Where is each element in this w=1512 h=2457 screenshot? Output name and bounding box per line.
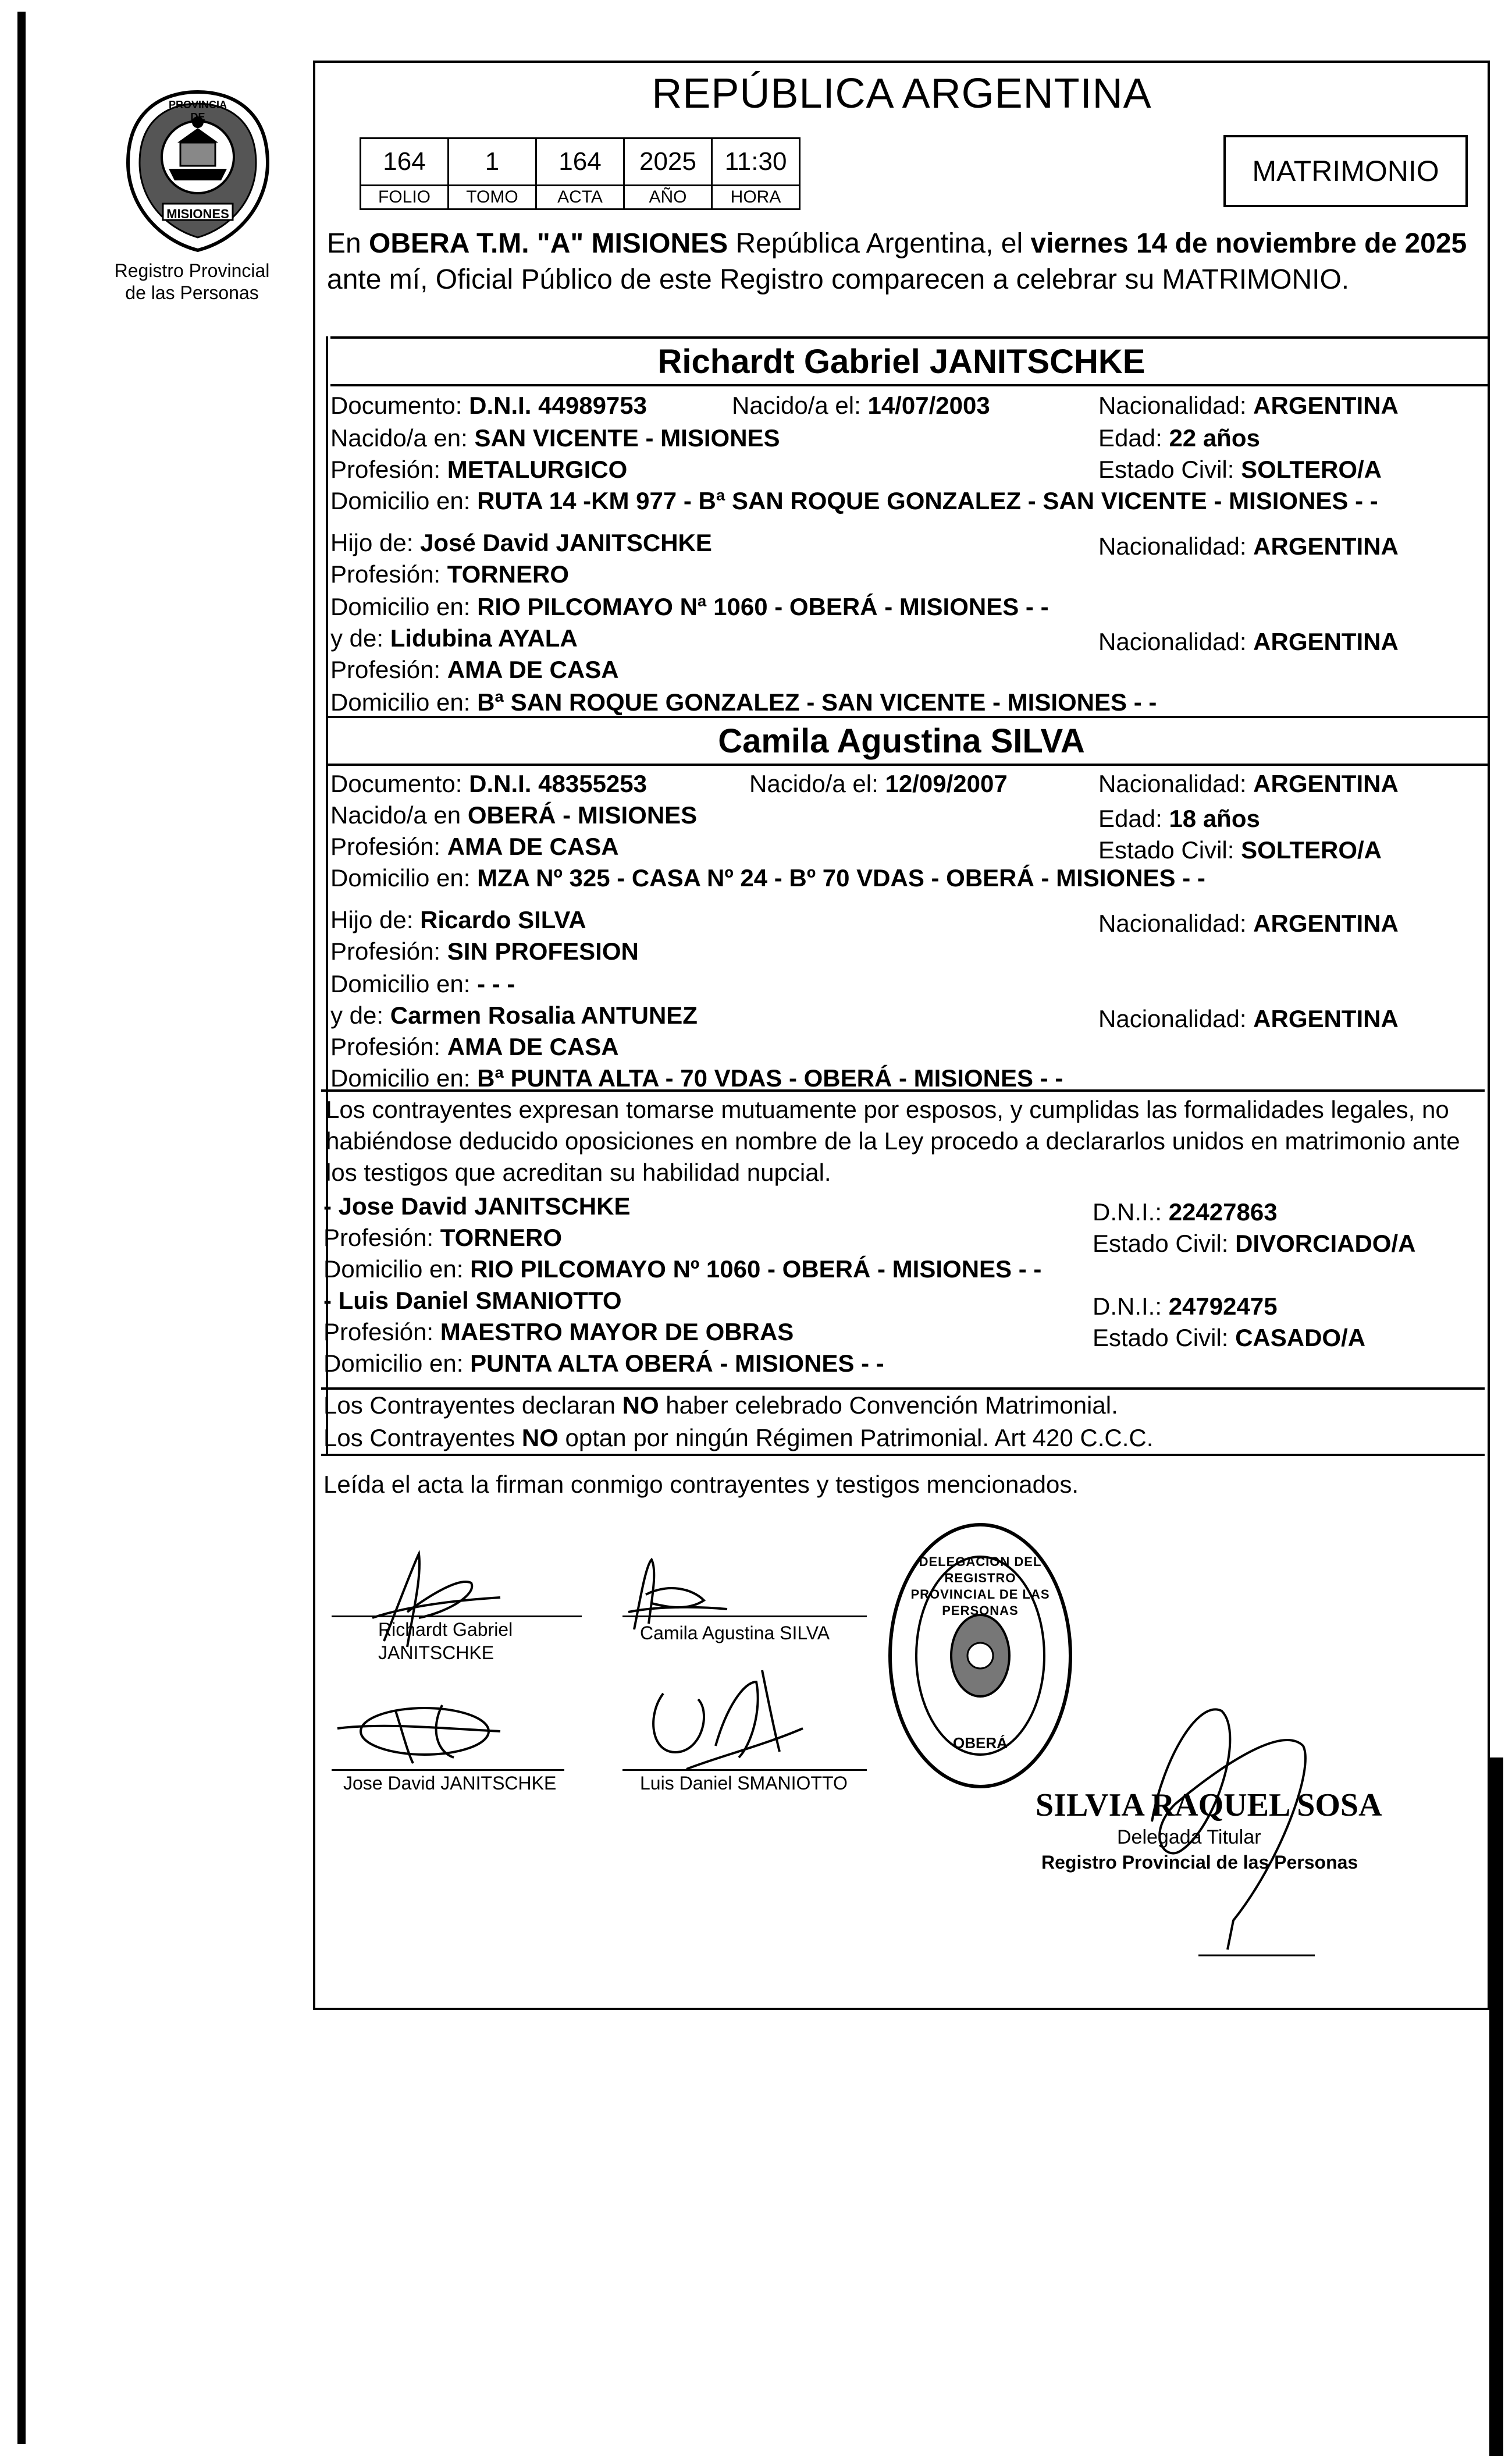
groom-signature-label: Richardt Gabriel JANITSCHKE xyxy=(378,1619,513,1663)
left-margin-bar xyxy=(17,12,26,2444)
bride-signature-label: Camila Agustina SILVA xyxy=(640,1622,830,1643)
divider-witness-end xyxy=(321,1387,1485,1390)
logo-caption-line2: de las Personas xyxy=(125,282,259,303)
witness1-signature-label: Jose David JANITSCHKE xyxy=(343,1773,557,1794)
witness1-name: - Jose David JANITSCHKE xyxy=(323,1192,631,1220)
regime-line2: Los Contrayentes NO optan por ningún Régimen Patrimonial. Art 420 C.C.C. xyxy=(323,1424,1154,1451)
witness1-signature-scribble xyxy=(326,1688,524,1775)
bride-civil: Estado Civil: SOLTERO/A xyxy=(1098,836,1382,864)
witness2-prof: Profesión: MAESTRO MAYOR DE OBRAS xyxy=(323,1318,794,1345)
official-name: SILVIA RAQUEL SOSA xyxy=(1036,1787,1382,1823)
intro-line2: ante mí, Oficial Público de este Registro comparecen a celebrar su MATRIMONIO. xyxy=(327,264,1350,295)
intro-date: viernes 14 de noviembre de 2025 xyxy=(1030,228,1467,259)
anio-label: AÑO xyxy=(624,186,712,210)
witness2-signature-line xyxy=(622,1769,867,1771)
bride-father-nat: Nacionalidad: ARGENTINA xyxy=(1098,910,1399,937)
groom-mother: y de: Lidubina AYALA xyxy=(330,624,578,652)
folio-label: FOLIO xyxy=(361,186,449,210)
hora-value: 11:30 xyxy=(712,139,800,186)
bride-age: Edad: 18 años xyxy=(1098,805,1260,832)
bride-mother: y de: Carmen Rosalia ANTUNEZ xyxy=(330,1002,698,1029)
bride-prof: Profesión: AMA DE CASA xyxy=(330,833,619,860)
groom-addr: Domicilio en: RUTA 14 -KM 977 - Bª SAN ROQUE GONZALEZ - SAN VICENTE - MISIONES - - xyxy=(330,487,1378,514)
act-type-box: MATRIMONIO xyxy=(1223,135,1468,207)
stamp-ring-text: DELEGACION DEL REGISTRO PROVINCIAL DE LAS PERSONAS xyxy=(910,1554,1050,1618)
bride-nat: Nacionalidad: ARGENTINA xyxy=(1098,770,1399,797)
witness2-name: - Luis Daniel SMANIOTTO xyxy=(323,1287,622,1314)
bride-addr: Domicilio en: MZA Nº 325 - CASA Nº 24 - Bº 70 VDAS - OBERÁ - MISIONES - - xyxy=(330,864,1205,892)
bride-mother-nat: Nacionalidad: ARGENTINA xyxy=(1098,1005,1399,1032)
groom-father-nat: Nacionalidad: ARGENTINA xyxy=(1098,532,1399,560)
groom-mother-addr: Domicilio en: Bª SAN ROQUE GONZALEZ - SAN VICENTE - MISIONES - - xyxy=(330,688,1157,716)
witness2-signature-label: Luis Daniel SMANIOTTO xyxy=(640,1773,848,1794)
bride-father-prof: Profesión: SIN PROFESION xyxy=(330,938,639,965)
witness2-signature-scribble xyxy=(628,1659,814,1775)
intro-paragraph xyxy=(327,226,1467,298)
tomo-label: TOMO xyxy=(449,186,536,210)
intro-office: OBERA T.M. "A" MISIONES xyxy=(369,228,728,259)
registry-table xyxy=(360,137,801,210)
hora-label: HORA xyxy=(712,186,800,210)
bride-father: Hijo de: Ricardo SILVA xyxy=(330,906,586,933)
groom-age: Edad: 22 años xyxy=(1098,424,1260,452)
bride-mother-prof: Profesión: AMA DE CASA xyxy=(330,1033,619,1060)
anio-value: 2025 xyxy=(624,139,712,186)
closing-statement: Leída el acta la firman conmigo contrayentes y testigos mencionados. xyxy=(323,1471,1079,1498)
declaration-line1: Los contrayentes expresan tomarse mutuamente por esposos, y cumplidas las formalidades legales, no xyxy=(326,1096,1449,1123)
declaration-line3: los testigos que acreditan su habilidad nupcial. xyxy=(326,1159,831,1186)
logo-caption-line1: Registro Provincial xyxy=(114,260,270,281)
groom-prof: Profesión: METALURGICO xyxy=(330,456,628,483)
witness2-dni: D.N.I.: 24792475 xyxy=(1093,1293,1278,1320)
bride-signature-line xyxy=(622,1615,867,1617)
bride-name: Camila Agustina SILVA xyxy=(718,722,1085,760)
witness2-addr: Domicilio en: PUNTA ALTA OBERÁ - MISIONES - - xyxy=(323,1350,884,1377)
province-logo xyxy=(122,87,273,256)
groom-father-addr: Domicilio en: RIO PILCOMAYO Nª 1060 - OBERÁ - MISIONES - - xyxy=(330,593,1049,620)
declaration-line2: habiéndose deducido oposiciones en nombre de la Ley procedo a declararlos unidos en matrimonio ante xyxy=(326,1127,1460,1155)
divider-groom-name xyxy=(330,384,1489,386)
country-title: REPÚBLICA ARGENTINA xyxy=(652,70,1152,117)
witness1-civil: Estado Civil: DIVORCIADO/A xyxy=(1093,1230,1416,1257)
intro-line1: En OBERA T.M. "A" MISIONES República Argentina, el viernes 14 de noviembre de 2025 xyxy=(327,228,1467,259)
groom-mother-prof: Profesión: AMA DE CASA xyxy=(330,656,619,683)
registry-stamp xyxy=(884,1519,1076,1792)
groom-place: Nacido/a en: SAN VICENTE - MISIONES xyxy=(330,424,780,452)
groom-name: Richardt Gabriel JANITSCHKE xyxy=(657,343,1145,381)
witness1-dni: D.N.I.: 22427863 xyxy=(1093,1198,1278,1226)
divider-bride-name xyxy=(326,764,1489,766)
bride-father-addr: Domicilio en: - - - xyxy=(330,970,515,997)
logo-seal-text-top: PROVINCIA DE xyxy=(168,99,227,123)
regime-line1: Los Contrayentes declaran NO haber celebrado Convención Matrimonial. xyxy=(323,1391,1118,1419)
witness1-signature-line xyxy=(332,1769,564,1771)
official-role: Delegada Titular xyxy=(1117,1826,1261,1848)
acta-value: 164 xyxy=(536,139,624,186)
stamp-city: OBERÁ xyxy=(953,1734,1008,1752)
right-margin-bar xyxy=(1489,1757,1503,2456)
acta-label: ACTA xyxy=(536,186,624,210)
tomo-value: 1 xyxy=(449,139,536,186)
groom-doc: Documento: D.N.I. 44989753 xyxy=(330,392,647,419)
groom-father-prof: Profesión: TORNERO xyxy=(330,560,570,588)
witness1-addr: Domicilio en: RIO PILCOMAYO Nº 1060 - OBERÁ - MISIONES - - xyxy=(323,1255,1042,1283)
bride-born: Nacido/a el: 12/09/2007 xyxy=(749,770,1008,797)
divider-intro xyxy=(330,336,1489,339)
witness1-prof: Profesión: TORNERO xyxy=(323,1224,563,1251)
official-org: Registro Provincial de las Personas xyxy=(1041,1852,1358,1873)
groom-father: Hijo de: José David JANITSCHKE xyxy=(330,529,712,556)
groom-mother-nat: Nacionalidad: ARGENTINA xyxy=(1098,628,1399,655)
bride-place: Nacido/a en OBERÁ - MISIONES xyxy=(330,801,698,829)
groom-signature-line xyxy=(332,1615,582,1617)
folio-value: 164 xyxy=(361,139,449,186)
bride-mother-addr: Domicilio en: Bª PUNTA ALTA - 70 VDAS - OBERÁ - MISIONES - - xyxy=(330,1064,1063,1092)
divider-regime-end xyxy=(321,1454,1485,1456)
groom-nat: Nacionalidad: ARGENTINA xyxy=(1098,392,1399,419)
logo-caption xyxy=(105,260,279,304)
bride-doc: Documento: D.N.I. 48355253 xyxy=(330,770,647,797)
groom-born: Nacido/a el: 14/07/2003 xyxy=(732,392,990,419)
witness2-civil: Estado Civil: CASADO/A xyxy=(1093,1324,1366,1351)
logo-seal-text-bottom: MISIONES xyxy=(166,207,229,221)
groom-civil: Estado Civil: SOLTERO/A xyxy=(1098,456,1382,483)
